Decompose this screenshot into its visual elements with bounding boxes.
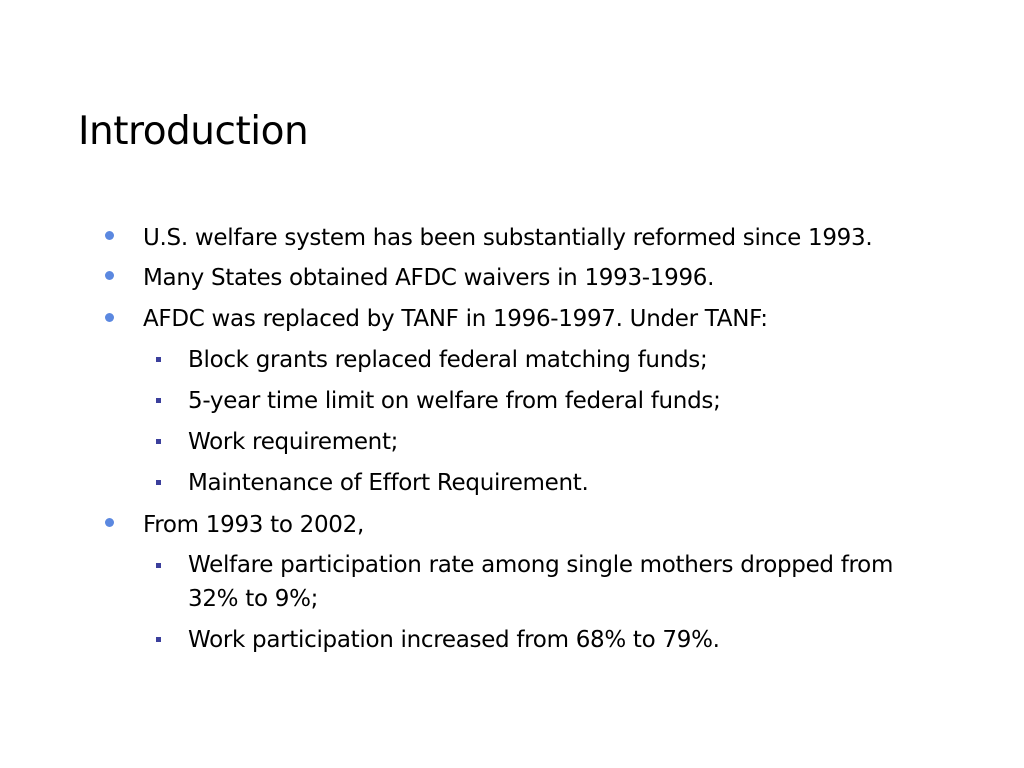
sub-bullet-item	[188, 623, 948, 657]
square-bullet-icon	[156, 563, 161, 568]
sub-bullet-item	[188, 466, 948, 500]
sub-bullet-item	[188, 425, 948, 459]
bullet-text: AFDC was replaced by TANF in 1996-1997. Under TANF:	[143, 306, 768, 332]
sub-bullet-item	[188, 548, 923, 616]
circle-bullet-icon	[105, 518, 114, 527]
square-bullet-icon	[156, 357, 161, 362]
sub-bullet-text: Welfare participation rate among single mothers dropped from 32% to 9%;	[188, 552, 894, 612]
bullet-item	[143, 261, 983, 295]
sub-bullet-text: Block grants replaced federal matching funds;	[188, 347, 708, 373]
sub-bullet-text: Work requirement;	[188, 429, 399, 455]
square-bullet-icon	[156, 480, 161, 485]
bullet-text: From 1993 to 2002,	[143, 512, 364, 538]
bullet-item	[143, 508, 983, 542]
square-bullet-icon	[156, 398, 161, 403]
bullet-item	[143, 221, 983, 255]
square-bullet-icon	[156, 439, 161, 444]
sub-bullet-text: 5-year time limit on welfare from federal funds;	[188, 388, 721, 414]
slide-title: Introduction	[78, 109, 309, 154]
square-bullet-icon	[156, 637, 161, 642]
circle-bullet-icon	[105, 271, 114, 280]
sub-bullet-text: Work participation increased from 68% to 79%.	[188, 627, 720, 653]
bullet-text: Many States obtained AFDC waivers in 1993-1996.	[143, 265, 715, 291]
bullet-text: U.S. welfare system has been substantially reformed since 1993.	[143, 225, 873, 251]
circle-bullet-icon	[105, 313, 114, 322]
bullet-item	[143, 302, 983, 336]
sub-bullet-item	[188, 343, 948, 377]
sub-bullet-text: Maintenance of Effort Requirement.	[188, 470, 589, 496]
circle-bullet-icon	[105, 231, 114, 240]
sub-bullet-item	[188, 384, 948, 418]
